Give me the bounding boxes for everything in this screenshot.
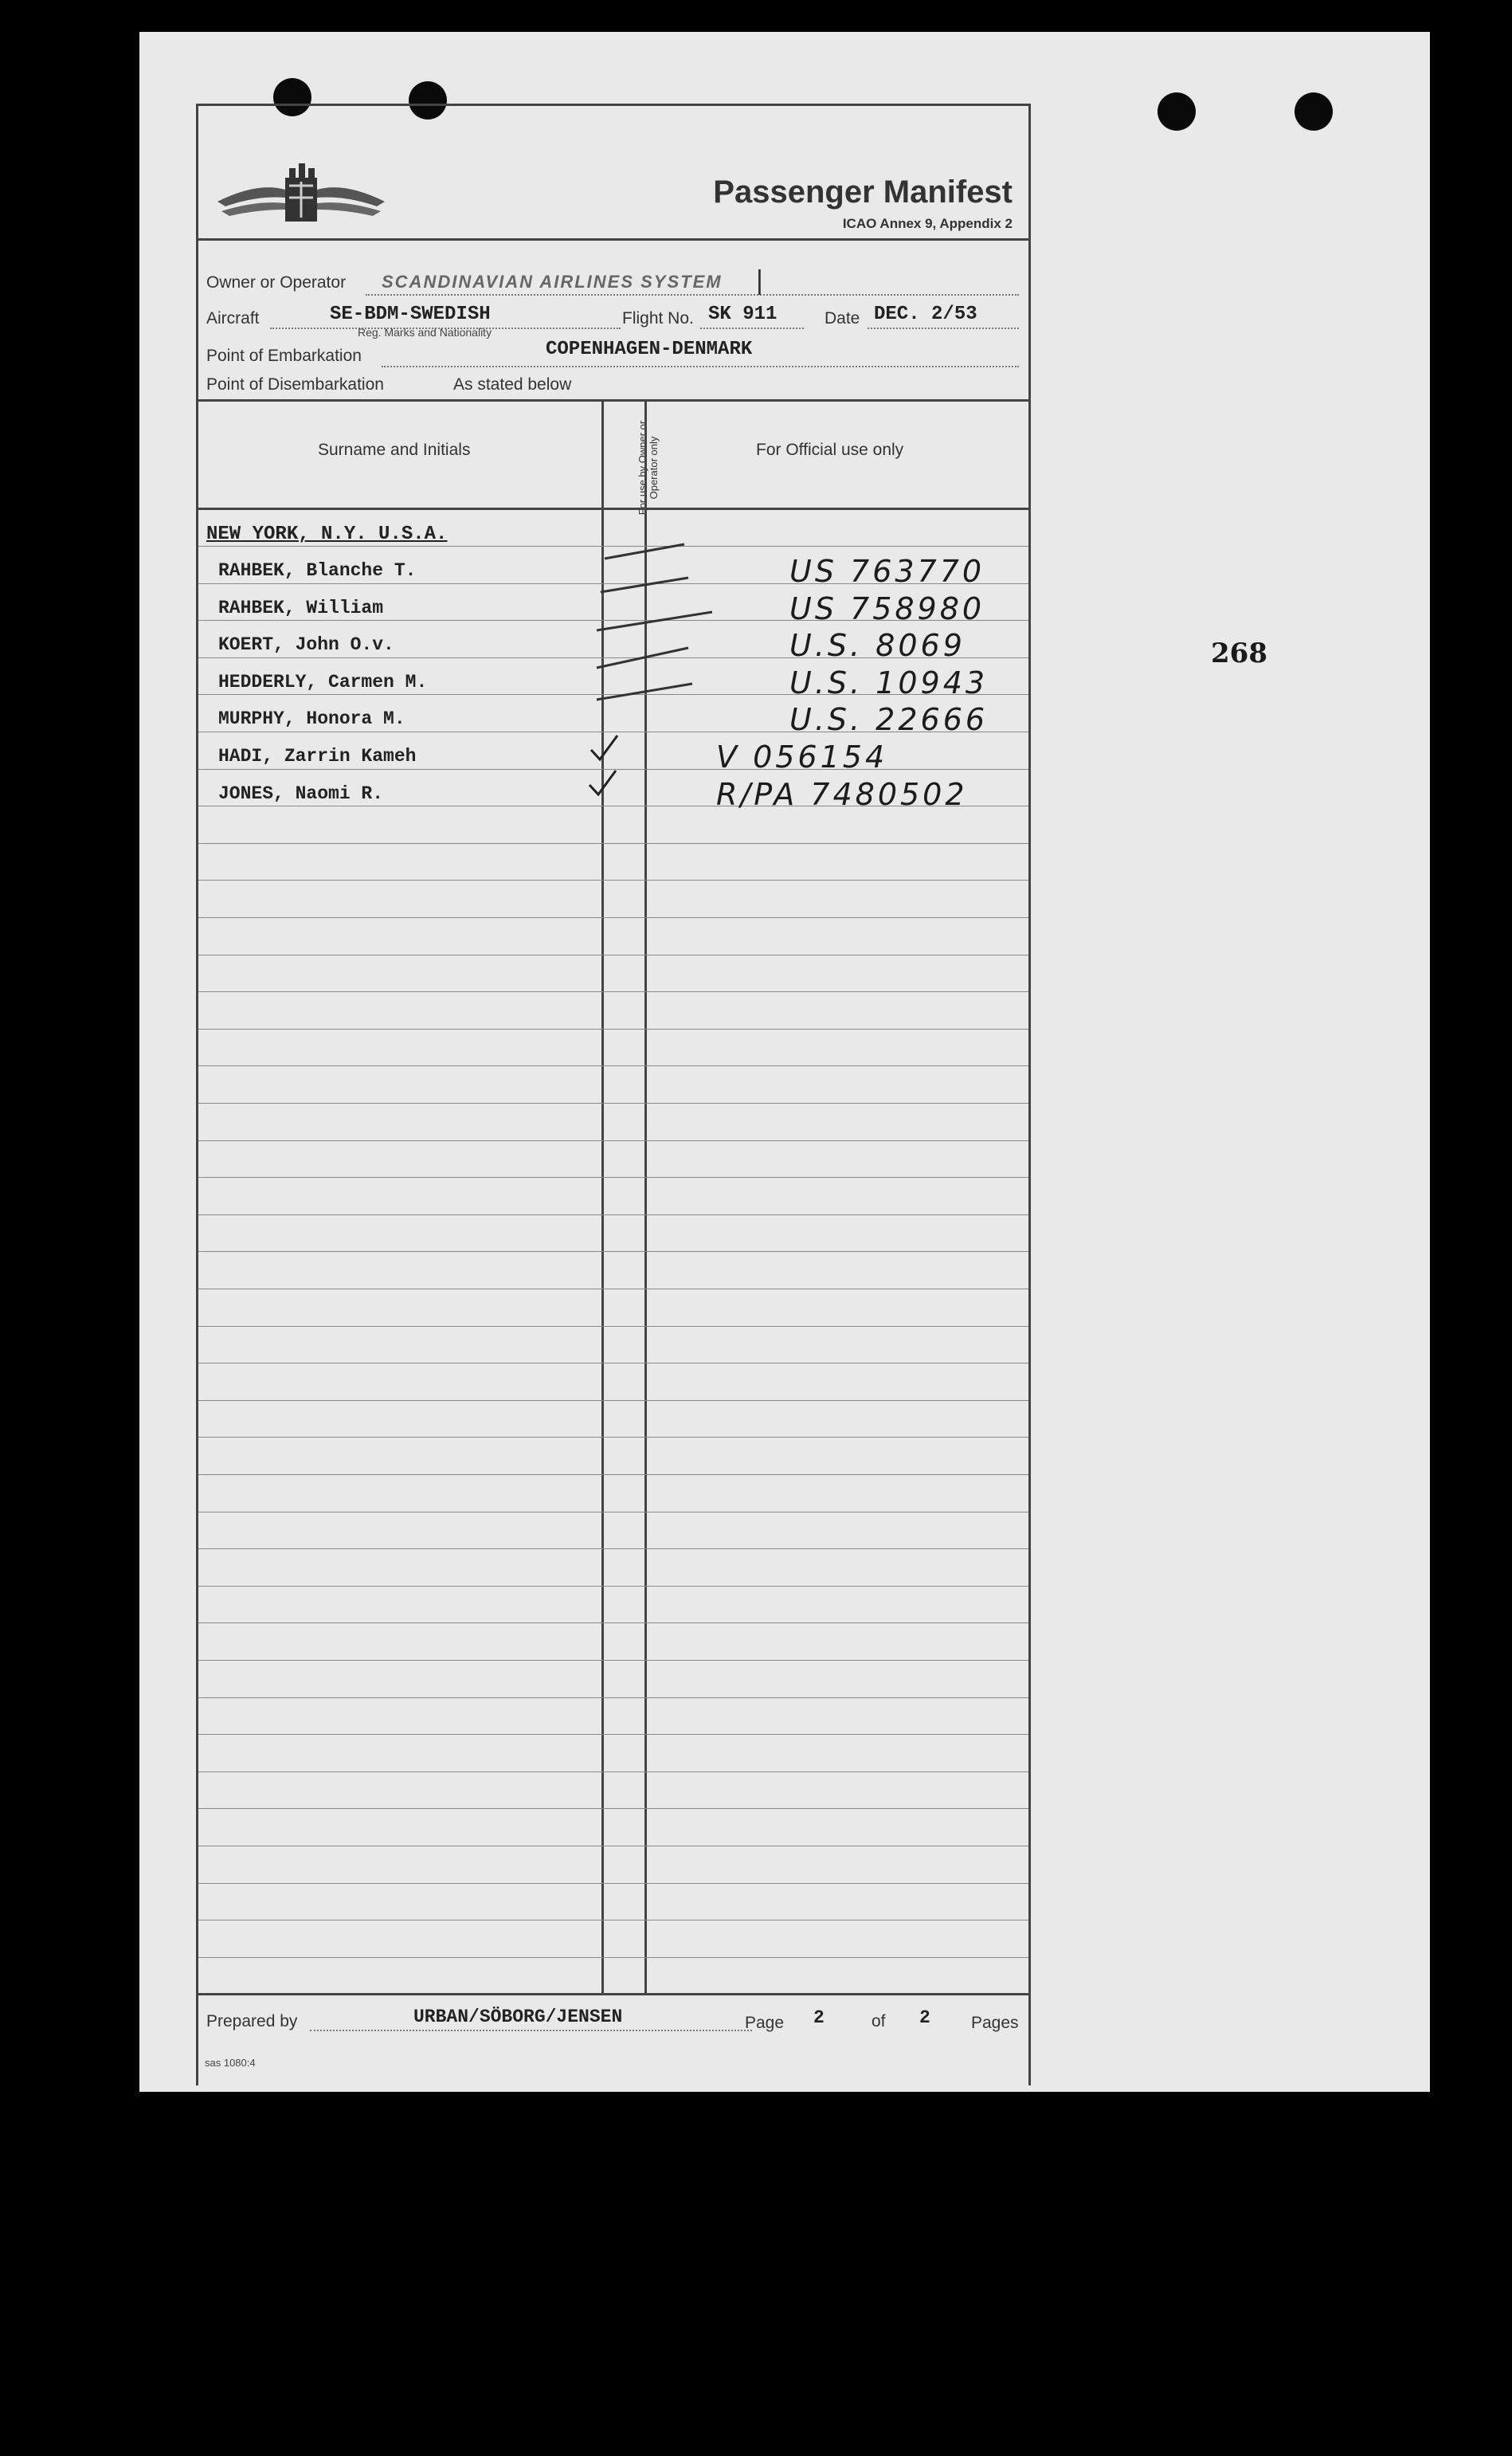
passenger-name: HEDDERLY, Carmen M.: [218, 671, 428, 692]
passenger-name: JONES, Naomi R.: [218, 783, 384, 804]
manifest-form: [196, 104, 1031, 2085]
page-label: Page: [745, 2014, 785, 2032]
flight-value: SK 911: [708, 304, 778, 325]
ruled-line: [198, 1883, 1028, 1884]
aircraft-label: Aircraft: [206, 309, 260, 328]
official-entry: V 056154: [716, 740, 888, 775]
ruled-line: [198, 880, 1028, 881]
flight-label: Flight No.: [622, 309, 694, 328]
punch-hole: [1158, 92, 1196, 131]
ruled-line: [198, 1697, 1028, 1698]
official-entry: R/PA 7480502: [716, 776, 968, 812]
form-code: sas 1080:4: [205, 2057, 256, 2069]
page-value: 2: [813, 2007, 825, 2028]
aircraft-value: SE-BDM-SWEDISH: [330, 304, 491, 325]
passenger-name: HADI, Zarrin Kameh: [218, 746, 417, 767]
ruled-line: [198, 1177, 1028, 1178]
ruled-line: [198, 1586, 1028, 1587]
ruled-line: [198, 1957, 1028, 1958]
passenger-name: KOERT, John O.v.: [218, 634, 394, 656]
ruled-line: [198, 1214, 1028, 1215]
ruled-line: [198, 843, 1028, 844]
ruled-line: [198, 1548, 1028, 1549]
ruled-line: [198, 1029, 1028, 1030]
prepared-label: Prepared by: [206, 2012, 298, 2030]
of-label: of: [872, 2012, 886, 2030]
disembark-label: Point of Disembarkation: [206, 375, 384, 394]
ruled-line: [198, 1622, 1028, 1623]
ruled-line: [198, 1660, 1028, 1661]
ruled-line: [198, 1474, 1028, 1475]
date-label: Date: [825, 309, 860, 328]
official-entry: US 758980: [789, 590, 985, 626]
ruled-line: [198, 1251, 1028, 1252]
owner-label: Owner or Operator: [206, 273, 347, 292]
owner-column-marks: [589, 536, 724, 759]
pages-label: Pages: [971, 2014, 1019, 2032]
ruled-line: [198, 1808, 1028, 1809]
official-entry: U.S. 10943: [789, 665, 989, 700]
date-value: DEC. 2/53: [874, 304, 977, 325]
reg-marks-label: Reg. Marks and Nationality: [358, 326, 492, 339]
col-surname: Surname and Initials: [318, 441, 471, 459]
col-owner-use: For use by Owner or Operator only: [637, 420, 660, 516]
owner-value: SCANDINAVIAN AIRLINES SYSTEM: [382, 272, 723, 292]
ruled-line: [198, 991, 1028, 992]
official-entry: U.S. 22666: [789, 702, 989, 738]
page-subtitle: ICAO Annex 9, Appendix 2: [842, 216, 1013, 231]
owner-slash: |: [756, 265, 763, 296]
official-entry: US 763770: [789, 554, 985, 589]
passenger-name: RAHBEK, William: [218, 597, 384, 618]
embark-value: COPENHAGEN-DENMARK: [546, 339, 753, 360]
ruled-line: [198, 1734, 1028, 1735]
ruled-line: [198, 1400, 1028, 1401]
ruled-line: [198, 1140, 1028, 1141]
of-value: 2: [919, 2007, 930, 2028]
checkmark-icon: [587, 732, 627, 804]
ruled-line: [198, 1437, 1028, 1438]
ruled-line: [198, 1326, 1028, 1327]
ruled-line: [198, 917, 1028, 918]
punch-hole: [1295, 92, 1333, 131]
destination-heading: NEW YORK, N.Y. U.S.A.: [206, 524, 448, 545]
page-title: Passenger Manifest: [713, 175, 1013, 210]
passenger-name: MURPHY, Honora M.: [218, 708, 405, 730]
col-official: For Official use only: [756, 441, 904, 459]
ruled-line: [198, 1065, 1028, 1066]
winged-crest-icon: [210, 154, 393, 241]
stamp-number: 268: [1211, 638, 1267, 669]
passenger-name: RAHBEK, Blanche T.: [218, 560, 417, 581]
embark-label: Point of Embarkation: [206, 347, 362, 365]
ruled-line: [198, 1103, 1028, 1104]
official-entry: U.S. 8069: [789, 628, 966, 664]
ruled-line: [198, 1771, 1028, 1772]
disembark-value: As stated below: [453, 375, 572, 394]
prepared-value: URBAN/SÖBORG/JENSEN: [413, 2007, 623, 2027]
